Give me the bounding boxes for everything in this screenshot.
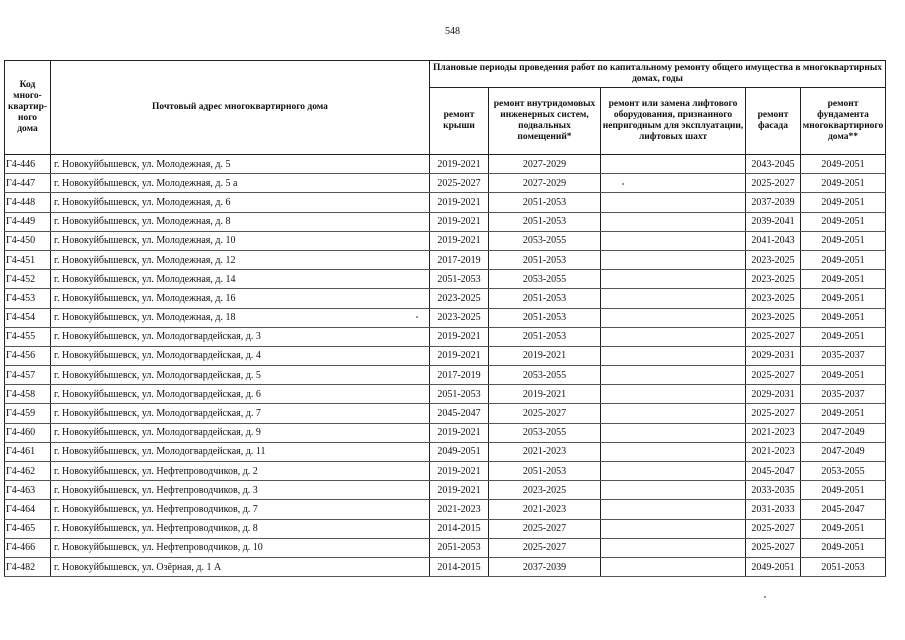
cell-roof: 2023-2025 bbox=[430, 308, 489, 327]
cell-facade: 2039-2041 bbox=[746, 212, 801, 231]
cell-foundation: 2045-2047 bbox=[801, 500, 886, 519]
cell-roof: 2051-2053 bbox=[430, 270, 489, 289]
cell-foundation: 2049-2051 bbox=[801, 327, 886, 346]
cell-systems: 2051-2053 bbox=[489, 250, 601, 269]
cell-foundation: 2035-2037 bbox=[801, 346, 886, 365]
cell-facade: 2031-2033 bbox=[746, 500, 801, 519]
cell-address: г. Новокуйбышевск, ул. Молодогвардейская, д. 7 bbox=[51, 404, 430, 423]
cell-lift bbox=[601, 155, 746, 174]
cell-systems: 2027-2029 bbox=[489, 174, 601, 193]
cell-lift bbox=[601, 462, 746, 481]
cell-code: Г4-451 bbox=[5, 250, 51, 269]
cell-systems: 2051-2053 bbox=[489, 193, 601, 212]
cell-systems: 2051-2053 bbox=[489, 289, 601, 308]
cell-lift bbox=[601, 519, 746, 538]
cell-roof: 2049-2051 bbox=[430, 442, 489, 461]
table-row bbox=[5, 500, 886, 519]
cell-code: Г4-463 bbox=[5, 481, 51, 500]
table-row bbox=[5, 481, 886, 500]
cell-facade: 2021-2023 bbox=[746, 423, 801, 442]
cell-facade: 2033-2035 bbox=[746, 481, 801, 500]
cell-systems: 2053-2055 bbox=[489, 423, 601, 442]
cell-address: г. Новокуйбышевск, ул. Молодежная, д. 16 bbox=[51, 289, 430, 308]
cell-address: г. Новокуйбышевск, ул. Нефтепроводчиков, д. 3 bbox=[51, 481, 430, 500]
cell-roof: 2019-2021 bbox=[430, 423, 489, 442]
cell-roof: 2017-2019 bbox=[430, 366, 489, 385]
table-row bbox=[5, 538, 886, 557]
cell-facade: 2023-2025 bbox=[746, 270, 801, 289]
cell-code: Г4-457 bbox=[5, 366, 51, 385]
cell-code: Г4-466 bbox=[5, 538, 51, 557]
cell-address: г. Новокуйбышевск, ул. Молодежная, д. 6 bbox=[51, 193, 430, 212]
cell-systems: 2023-2025 bbox=[489, 481, 601, 500]
cell-address: г. Новокуйбышевск, ул. Молодежная, д. 5 bbox=[51, 155, 430, 174]
cell-systems: 2025-2027 bbox=[489, 519, 601, 538]
cell-roof: 2014-2015 bbox=[430, 519, 489, 538]
cell-address: г. Новокуйбышевск, ул. Нефтепроводчиков, д. 10 bbox=[51, 538, 430, 557]
cell-systems: 2037-2039 bbox=[489, 557, 601, 576]
cell-systems: 2027-2029 bbox=[489, 155, 601, 174]
header-code-line: дома bbox=[17, 124, 38, 134]
cell-facade: 2025-2027 bbox=[746, 519, 801, 538]
cell-systems: 2051-2053 bbox=[489, 462, 601, 481]
table-row bbox=[5, 250, 886, 269]
scan-speck bbox=[764, 596, 766, 598]
cell-facade: 2025-2027 bbox=[746, 327, 801, 346]
table-row bbox=[5, 404, 886, 423]
cell-foundation: 2035-2037 bbox=[801, 385, 886, 404]
cell-code: Г4-456 bbox=[5, 346, 51, 365]
page-number: 548 bbox=[445, 26, 460, 37]
cell-code: Г4-482 bbox=[5, 557, 51, 576]
table-row bbox=[5, 193, 886, 212]
cell-systems: 2019-2021 bbox=[489, 346, 601, 365]
cell-lift bbox=[601, 308, 746, 327]
header-code-line: Код bbox=[19, 80, 36, 90]
cell-roof: 2023-2025 bbox=[430, 289, 489, 308]
cell-address: г. Новокуйбышевск, ул. Озёрная, д. 1 А bbox=[51, 557, 430, 576]
cell-facade: 2025-2027 bbox=[746, 538, 801, 557]
cell-roof: 2014-2015 bbox=[430, 557, 489, 576]
cell-address: г. Новокуйбышевск, ул. Нефтепроводчиков, д. 8 bbox=[51, 519, 430, 538]
table-row bbox=[5, 462, 886, 481]
table-header bbox=[5, 61, 886, 155]
cell-address: г. Новокуйбышевск, ул. Молодежная, д. 14 bbox=[51, 270, 430, 289]
table-row bbox=[5, 308, 886, 327]
cell-lift bbox=[601, 193, 746, 212]
cell-systems: 2025-2027 bbox=[489, 538, 601, 557]
cell-roof: 2019-2021 bbox=[430, 462, 489, 481]
cell-lift bbox=[601, 385, 746, 404]
cell-address: г. Новокуйбышевск, ул. Молодежная, д. 18 bbox=[51, 308, 430, 327]
cell-address: г. Новокуйбышевск, ул. Молодогвардейская, д. 9 bbox=[51, 423, 430, 442]
cell-roof: 2019-2021 bbox=[430, 231, 489, 250]
cell-facade: 2049-2051 bbox=[746, 557, 801, 576]
cell-foundation: 2049-2051 bbox=[801, 250, 886, 269]
cell-foundation: 2049-2051 bbox=[801, 193, 886, 212]
cell-address: г. Новокуйбышевск, ул. Молодогвардейская, д. 3 bbox=[51, 327, 430, 346]
cell-lift bbox=[601, 442, 746, 461]
cell-foundation: 2049-2051 bbox=[801, 538, 886, 557]
cell-foundation: 2049-2051 bbox=[801, 366, 886, 385]
cell-address: г. Новокуйбышевск, ул. Молодогвардейская, д. 6 bbox=[51, 385, 430, 404]
table-row bbox=[5, 366, 886, 385]
header-systems: ремонт внутридомовых инженерных систем, подвальных помещений* bbox=[489, 88, 601, 155]
cell-facade: 2023-2025 bbox=[746, 250, 801, 269]
cell-lift bbox=[601, 481, 746, 500]
cell-roof: 2017-2019 bbox=[430, 250, 489, 269]
table-row bbox=[5, 212, 886, 231]
table-row bbox=[5, 346, 886, 365]
cell-code: Г4-460 bbox=[5, 423, 51, 442]
header-foundation: ремонт фундамента многоквартирного дома** bbox=[801, 88, 886, 155]
cell-address: г. Новокуйбышевск, ул. Молодогвардейская, д. 5 bbox=[51, 366, 430, 385]
cell-facade: 2037-2039 bbox=[746, 193, 801, 212]
header-lift: ремонт или замена лифтового оборудования, признанного непригодным для эксплуатации, лифтовых шахт bbox=[601, 88, 746, 155]
cell-facade: 2025-2027 bbox=[746, 404, 801, 423]
header-facade: ремонт фасада bbox=[746, 88, 801, 155]
cell-systems: 2051-2053 bbox=[489, 308, 601, 327]
table-row bbox=[5, 327, 886, 346]
cell-roof: 2019-2021 bbox=[430, 327, 489, 346]
cell-roof: 2025-2027 bbox=[430, 174, 489, 193]
table-row bbox=[5, 423, 886, 442]
header-code-line: ного bbox=[17, 113, 38, 123]
cell-lift bbox=[601, 346, 746, 365]
cell-address: г. Новокуйбышевск, ул. Молодогвардейская, д. 11 bbox=[51, 442, 430, 461]
cell-facade: 2025-2027 bbox=[746, 366, 801, 385]
header-code-line: квартир- bbox=[7, 102, 48, 112]
cell-roof: 2051-2053 bbox=[430, 385, 489, 404]
table-row bbox=[5, 557, 886, 576]
cell-lift bbox=[601, 423, 746, 442]
cell-code: Г4-462 bbox=[5, 462, 51, 481]
cell-systems: 2053-2055 bbox=[489, 231, 601, 250]
cell-roof: 2019-2021 bbox=[430, 193, 489, 212]
cell-systems: 2053-2055 bbox=[489, 270, 601, 289]
cell-lift bbox=[601, 289, 746, 308]
cell-lift bbox=[601, 500, 746, 519]
cell-code: Г4-450 bbox=[5, 231, 51, 250]
scan-speck bbox=[416, 316, 418, 318]
cell-systems: 2019-2021 bbox=[489, 385, 601, 404]
cell-code: Г4-459 bbox=[5, 404, 51, 423]
cell-foundation: 2049-2051 bbox=[801, 519, 886, 538]
cell-roof: 2019-2021 bbox=[430, 212, 489, 231]
cell-facade: 2025-2027 bbox=[746, 174, 801, 193]
cell-lift bbox=[601, 538, 746, 557]
cell-lift bbox=[601, 250, 746, 269]
table-row bbox=[5, 289, 886, 308]
cell-foundation: 2049-2051 bbox=[801, 481, 886, 500]
scan-speck bbox=[622, 183, 624, 185]
cell-facade: 2023-2025 bbox=[746, 289, 801, 308]
cell-lift bbox=[601, 270, 746, 289]
cell-address: г. Новокуйбышевск, ул. Нефтепроводчиков, д. 2 bbox=[51, 462, 430, 481]
table-row bbox=[5, 155, 886, 174]
cell-code: Г4-465 bbox=[5, 519, 51, 538]
cell-systems: 2021-2023 bbox=[489, 442, 601, 461]
header-roof: ремонт крыши bbox=[430, 88, 489, 155]
cell-code: Г4-447 bbox=[5, 174, 51, 193]
cell-roof: 2051-2053 bbox=[430, 538, 489, 557]
cell-code: Г4-448 bbox=[5, 193, 51, 212]
cell-facade: 2041-2043 bbox=[746, 231, 801, 250]
cell-facade: 2043-2045 bbox=[746, 155, 801, 174]
cell-roof: 2019-2021 bbox=[430, 346, 489, 365]
table-row bbox=[5, 442, 886, 461]
cell-code: Г4-449 bbox=[5, 212, 51, 231]
cell-foundation: 2049-2051 bbox=[801, 308, 886, 327]
cell-facade: 2023-2025 bbox=[746, 308, 801, 327]
cell-foundation: 2051-2053 bbox=[801, 557, 886, 576]
cell-foundation: 2047-2049 bbox=[801, 423, 886, 442]
cell-facade: 2045-2047 bbox=[746, 462, 801, 481]
cell-facade: 2029-2031 bbox=[746, 346, 801, 365]
table-row bbox=[5, 385, 886, 404]
cell-foundation: 2049-2051 bbox=[801, 174, 886, 193]
cell-lift bbox=[601, 557, 746, 576]
table-row bbox=[5, 270, 886, 289]
cell-lift bbox=[601, 404, 746, 423]
cell-foundation: 2049-2051 bbox=[801, 231, 886, 250]
table-row bbox=[5, 174, 886, 193]
cell-systems: 2021-2023 bbox=[489, 500, 601, 519]
cell-lift bbox=[601, 366, 746, 385]
table-body bbox=[5, 155, 886, 577]
header-code bbox=[5, 61, 51, 155]
cell-systems: 2051-2053 bbox=[489, 212, 601, 231]
cell-foundation: 2049-2051 bbox=[801, 212, 886, 231]
cell-foundation: 2047-2049 bbox=[801, 442, 886, 461]
cell-lift bbox=[601, 212, 746, 231]
cell-lift bbox=[601, 327, 746, 346]
cell-roof: 2021-2023 bbox=[430, 500, 489, 519]
cell-foundation: 2049-2051 bbox=[801, 270, 886, 289]
cell-lift bbox=[601, 231, 746, 250]
header-address: Почтовый адрес многоквартирного дома bbox=[51, 61, 430, 155]
cell-code: Г4-458 bbox=[5, 385, 51, 404]
cell-facade: 2021-2023 bbox=[746, 442, 801, 461]
cell-address: г. Новокуйбышевск, ул. Молодежная, д. 8 bbox=[51, 212, 430, 231]
cell-code: Г4-454 bbox=[5, 308, 51, 327]
cell-code: Г4-452 bbox=[5, 270, 51, 289]
cell-code: Г4-446 bbox=[5, 155, 51, 174]
repair-schedule-table bbox=[4, 60, 886, 577]
cell-address: г. Новокуйбышевск, ул. Нефтепроводчиков, д. 7 bbox=[51, 500, 430, 519]
table-row bbox=[5, 519, 886, 538]
cell-systems: 2025-2027 bbox=[489, 404, 601, 423]
cell-code: Г4-455 bbox=[5, 327, 51, 346]
cell-code: Г4-453 bbox=[5, 289, 51, 308]
cell-address: г. Новокуйбышевск, ул. Молодежная, д. 5 а bbox=[51, 174, 430, 193]
cell-foundation: 2049-2051 bbox=[801, 404, 886, 423]
table-row bbox=[5, 231, 886, 250]
cell-code: Г4-464 bbox=[5, 500, 51, 519]
cell-roof: 2019-2021 bbox=[430, 155, 489, 174]
cell-roof: 2019-2021 bbox=[430, 481, 489, 500]
cell-address: г. Новокуйбышевск, ул. Молодежная, д. 10 bbox=[51, 231, 430, 250]
cell-roof: 2045-2047 bbox=[430, 404, 489, 423]
header-periods-group: Плановые периоды проведения работ по капитальному ремонту общего имущества в многоквартирных домах, годы bbox=[430, 61, 886, 88]
cell-code: Г4-461 bbox=[5, 442, 51, 461]
header-code-line: много- bbox=[13, 91, 42, 101]
cell-foundation: 2053-2055 bbox=[801, 462, 886, 481]
cell-facade: 2029-2031 bbox=[746, 385, 801, 404]
cell-foundation: 2049-2051 bbox=[801, 155, 886, 174]
cell-address: г. Новокуйбышевск, ул. Молодежная, д. 12 bbox=[51, 250, 430, 269]
cell-systems: 2053-2055 bbox=[489, 366, 601, 385]
cell-foundation: 2049-2051 bbox=[801, 289, 886, 308]
cell-address: г. Новокуйбышевск, ул. Молодогвардейская, д. 4 bbox=[51, 346, 430, 365]
cell-systems: 2051-2053 bbox=[489, 327, 601, 346]
